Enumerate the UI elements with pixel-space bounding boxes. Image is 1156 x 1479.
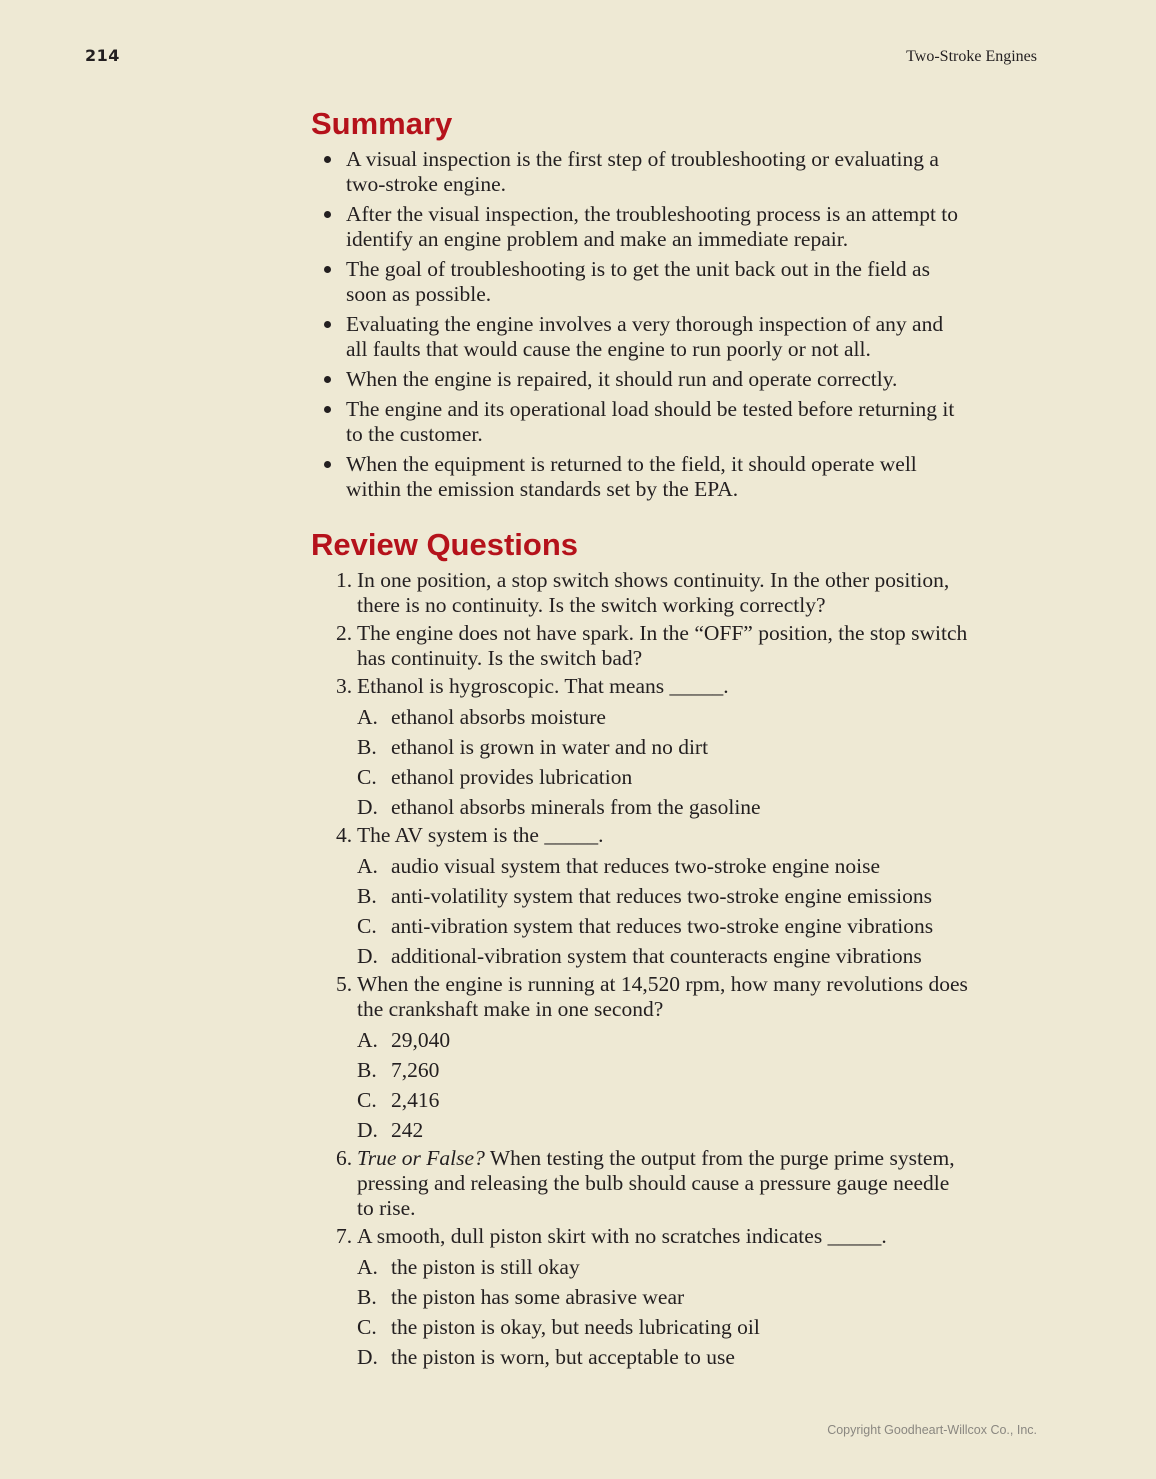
- question-number: 6.: [336, 1146, 353, 1170]
- question-stem: [0, 674, 1156, 699]
- summary-text-line: identify an engine problem and make an immediate repair.: [346, 227, 849, 251]
- option-letter: D.: [357, 795, 378, 819]
- summary-heading: Summary: [311, 106, 453, 141]
- option-letter: D.: [357, 1118, 378, 1142]
- bullet-dot-icon: [324, 461, 331, 468]
- question-text: the crankshaft make in one second?: [357, 997, 664, 1021]
- question-text-line: [357, 621, 1156, 646]
- option-text: additional-vibration system that counteracts engine vibrations: [391, 944, 922, 968]
- question-text-line: [357, 1171, 1156, 1196]
- summary-text-line: The engine and its operational load should be tested before returning it: [346, 397, 955, 421]
- question-text: When the engine is running at 14,520 rpm, how many revolutions does: [357, 972, 968, 996]
- option-letter: A.: [357, 1255, 378, 1279]
- question-text-line: [357, 593, 1156, 618]
- answer-option: [0, 1342, 1156, 1372]
- summary-bullet-item: [0, 257, 1156, 307]
- bullet-dot-icon: [324, 156, 331, 163]
- option-letter: A.: [357, 854, 378, 878]
- answer-option: [0, 732, 1156, 762]
- question-stem: [0, 1146, 1156, 1221]
- answer-option: [0, 881, 1156, 911]
- question-stem: [0, 1224, 1156, 1249]
- option-text: ethanol absorbs minerals from the gasoline: [391, 795, 761, 819]
- option-text: the piston has some abrasive wear: [391, 1285, 685, 1309]
- answer-option: [0, 702, 1156, 732]
- question-text: to rise.: [357, 1196, 416, 1220]
- answer-option: [0, 1025, 1156, 1055]
- answer-option: [0, 1252, 1156, 1282]
- option-letter: C.: [357, 1315, 377, 1339]
- true-false-label: True or False?: [357, 1146, 485, 1170]
- summary-bullet-item: [0, 397, 1156, 447]
- question-text-line: [357, 1224, 1156, 1249]
- option-letter: B.: [357, 735, 377, 759]
- answer-option: [0, 1055, 1156, 1085]
- question-number: 5.: [336, 972, 353, 996]
- review-question: [0, 568, 1156, 618]
- answer-option: [0, 1282, 1156, 1312]
- summary-text-line: Evaluating the engine involves a very thorough inspection of any and: [346, 312, 944, 336]
- option-letter: A.: [357, 1028, 378, 1052]
- summary-bullet-item: [0, 147, 1156, 197]
- question-text: A smooth, dull piston skirt with no scratches indicates _____.: [357, 1224, 887, 1248]
- answer-option: [0, 851, 1156, 881]
- answer-option: [0, 792, 1156, 822]
- option-text: ethanol provides lubrication: [391, 765, 633, 789]
- summary-text-line: all faults that would cause the engine to run poorly or not all.: [346, 337, 871, 361]
- answer-option: [0, 1115, 1156, 1145]
- question-text: When testing the output from the purge prime system,: [484, 1146, 955, 1170]
- answer-option: [0, 911, 1156, 941]
- question-text-line: [357, 674, 1156, 699]
- summary-text-line: When the equipment is returned to the field, it should operate well: [346, 452, 917, 476]
- running-title: Two-Stroke Engines: [906, 48, 1037, 65]
- question-text: there is no continuity. Is the switch working correctly?: [357, 593, 826, 617]
- review-question: [0, 674, 1156, 822]
- question-stem: [0, 621, 1156, 671]
- option-letter: C.: [357, 765, 377, 789]
- summary-text-line: After the visual inspection, the troubleshooting process is an attempt to: [346, 202, 959, 226]
- summary-text-line: within the emission standards set by the EPA.: [346, 477, 739, 501]
- option-letter: C.: [357, 1088, 377, 1112]
- answer-option: [0, 1312, 1156, 1342]
- answer-option: [0, 941, 1156, 971]
- summary-text-line: The goal of troubleshooting is to get the unit back out in the field as: [346, 257, 930, 281]
- question-number: 3.: [336, 674, 353, 698]
- option-letter: B.: [357, 1058, 377, 1082]
- review-question: [0, 1146, 1156, 1221]
- option-text: 29,040: [391, 1028, 451, 1052]
- option-letter: D.: [357, 1345, 378, 1369]
- question-text-line: [357, 972, 1156, 997]
- question-stem: [0, 972, 1156, 1022]
- question-text-line: [357, 823, 1156, 848]
- question-stem: [0, 568, 1156, 618]
- review-question: [0, 823, 1156, 971]
- option-text: the piston is okay, but needs lubricating oil: [391, 1315, 760, 1339]
- question-text: The engine does not have spark. In the “OFF” position, the stop switch: [357, 621, 968, 645]
- option-text: audio visual system that reduces two-stroke engine noise: [391, 854, 881, 878]
- option-letter: D.: [357, 944, 378, 968]
- summary-text-line: When the engine is repaired, it should run and operate correctly.: [346, 367, 898, 391]
- question-number: 4.: [336, 823, 353, 847]
- option-text: the piston is worn, but acceptable to use: [391, 1345, 735, 1369]
- page-number: 214: [85, 46, 120, 65]
- question-text: The AV system is the _____.: [357, 823, 604, 847]
- question-text-line: [357, 568, 1156, 593]
- question-text-line: [357, 646, 1156, 671]
- question-text-line: [357, 1196, 1156, 1221]
- question-number: 7.: [336, 1224, 353, 1248]
- option-text: 242: [391, 1118, 424, 1142]
- summary-list: [0, 147, 1156, 507]
- summary-bullet-item: [0, 312, 1156, 362]
- summary-text-line: two-stroke engine.: [346, 172, 507, 196]
- question-text: has continuity. Is the switch bad?: [357, 646, 643, 670]
- answer-option: [0, 1085, 1156, 1115]
- option-letter: A.: [357, 705, 378, 729]
- bullet-dot-icon: [324, 406, 331, 413]
- summary-bullet-item: [0, 202, 1156, 252]
- option-text: ethanol is grown in water and no dirt: [391, 735, 709, 759]
- question-stem: [0, 823, 1156, 848]
- option-text: 2,416: [391, 1088, 440, 1112]
- summary-text-line: A visual inspection is the first step of troubleshooting or evaluating a: [346, 147, 939, 171]
- review-question: [0, 1224, 1156, 1372]
- summary-text-line: soon as possible.: [346, 282, 492, 306]
- review-questions-heading: Review Questions: [311, 527, 579, 562]
- review-question: [0, 621, 1156, 671]
- copyright-notice: Copyright Goodheart-Willcox Co., Inc.: [827, 1423, 1037, 1437]
- option-text: the piston is still okay: [391, 1255, 580, 1279]
- option-text: anti-vibration system that reduces two-stroke engine vibrations: [391, 914, 934, 938]
- option-letter: B.: [357, 884, 377, 908]
- question-text: In one position, a stop switch shows continuity. In the other position,: [357, 568, 950, 592]
- question-text-line: [357, 997, 1156, 1022]
- bullet-dot-icon: [324, 211, 331, 218]
- option-text: ethanol absorbs moisture: [391, 705, 606, 729]
- review-question: [0, 972, 1156, 1145]
- option-letter: B.: [357, 1285, 377, 1309]
- summary-bullet-item: [0, 452, 1156, 502]
- question-number: 2.: [336, 621, 353, 645]
- review-question-list: [0, 568, 1156, 1373]
- answer-option: [0, 762, 1156, 792]
- summary-text-line: to the customer.: [346, 422, 483, 446]
- question-text-line: [357, 1146, 1156, 1171]
- option-letter: C.: [357, 914, 377, 938]
- option-text: 7,260: [391, 1058, 440, 1082]
- bullet-dot-icon: [324, 266, 331, 273]
- bullet-dot-icon: [324, 321, 331, 328]
- summary-bullet-item: [0, 367, 1156, 392]
- question-text: pressing and releasing the bulb should cause a pressure gauge needle: [357, 1171, 950, 1195]
- bullet-dot-icon: [324, 376, 331, 383]
- question-text: Ethanol is hygroscopic. That means _____.: [357, 674, 729, 698]
- question-number: 1.: [336, 568, 353, 592]
- option-text: anti-volatility system that reduces two-stroke engine emissions: [391, 884, 932, 908]
